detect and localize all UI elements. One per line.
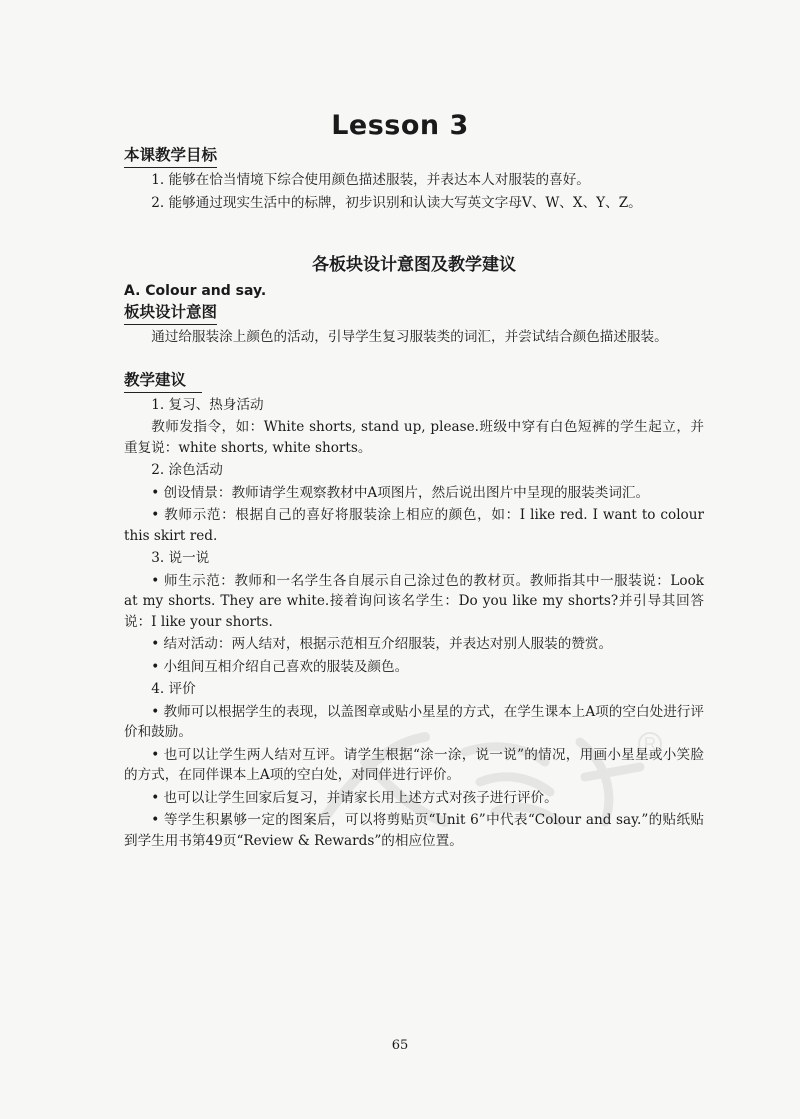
suggest-heading: 教学建议 xyxy=(124,370,202,393)
bullet-item: • 结对活动：两人结对，根据示范相互介绍服装，并表达对别人服装的赞赏。 xyxy=(151,636,613,652)
bullet-item: • 小组间互相介绍自己喜欢的服装及颜色。 xyxy=(151,658,409,675)
step-heading: 3. 说一说 xyxy=(151,550,210,566)
bullet-item: • 教师可以根据学生的表现，以盖图章或贴小星星的方式，在学生课本上A项的空白处进行评价和鼓励。 xyxy=(124,703,704,740)
goals-heading: 本课教学目标 xyxy=(124,145,217,168)
lesson-title: Lesson 3 xyxy=(331,110,469,141)
page-number: 65 xyxy=(391,1038,409,1053)
section-title: 各板块设计意图及教学建议 xyxy=(312,255,516,275)
goal-item: 2. 能够通过现实生活中的标牌，初步识别和认读大写英文字母V、W、X、Y、Z。 xyxy=(151,194,642,211)
bullet-item: • 教师示范：根据自己的喜好将服装涂上相应的颜色，如：I like red. I want to colour this skirt red. xyxy=(124,507,704,544)
paragraph: 教师发指令，如：White shorts, stand up, please.班级中穿有白色短裤的学生起立，并重复说：white shorts, white shorts。 xyxy=(124,419,704,456)
bullet-item: • 也可以让学生回家后复习，并请家长用上述方式对孩子进行评价。 xyxy=(151,789,558,806)
intent-heading: 板块设计意图 xyxy=(124,302,217,325)
bullet-item: • 等学生积累够一定的图案后，可以将剪贴页“Unit 6”中代表“Colour and say.”的贴纸贴到学生用书第49页“Review & Rewards”的相应位置。 xyxy=(124,812,704,849)
step-heading: 4. 评价 xyxy=(151,681,196,697)
part-a-title: A. Colour and say. xyxy=(124,283,267,299)
step-heading: 2. 涂色活动 xyxy=(151,462,223,478)
goal-item: 1. 能够在恰当情境下综合使用颜色描述服装，并表达本人对服装的喜好。 xyxy=(151,172,590,188)
bullet-item: • 创设情景：教师请学生观察教材中A项图片，然后说出图片中呈现的服装类词汇。 xyxy=(151,484,650,501)
bullet-item: • 师生示范：教师和一名学生各自展示自己涂过色的教材页。教师指其中一服装说：Look at my shorts. They are white.接着询问该名学生：Do you like my shorts?并引导其回答说：I like your shorts. xyxy=(124,572,704,630)
content-body xyxy=(124,145,704,851)
intent-text: 通过给服装涂上颜色的活动，引导学生复习服装类的词汇，并尝试结合颜色描述服装。 xyxy=(151,329,668,345)
bullet-item: • 也可以让学生两人结对互评。请学生根据“涂一涂，说一说”的情况，用画小星星或小笑脸的方式，在同伴课本上A项的空白处，对同伴进行评价。 xyxy=(124,746,704,783)
step-heading: 1. 复习、热身活动 xyxy=(151,396,264,413)
